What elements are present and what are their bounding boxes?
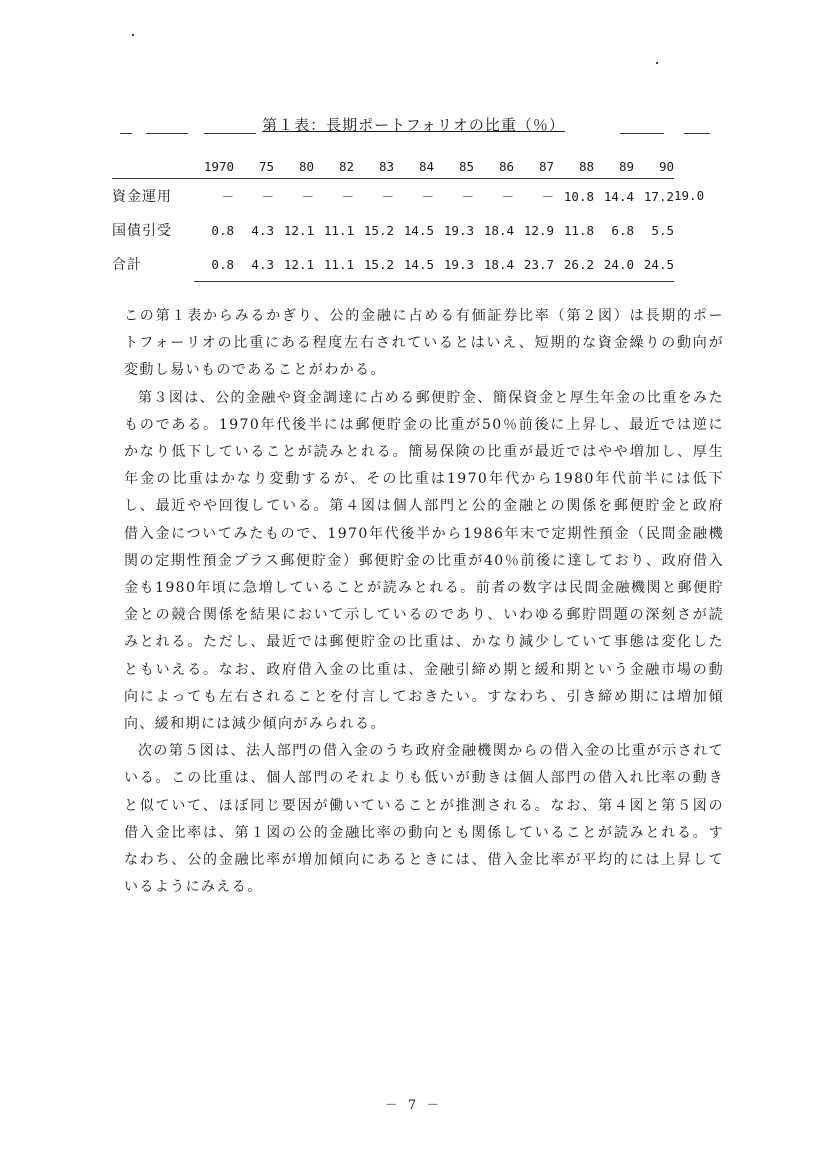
year-cell: 89 — [594, 140, 634, 179]
table-cell: 11.8 — [563, 222, 594, 238]
table-cell: 26.2 — [554, 247, 594, 282]
year-cell: 1970 — [194, 140, 234, 179]
table-cell: 14.4 — [603, 188, 634, 204]
table-title: 第１表：長期ポートフォリオの比重（％） — [262, 116, 565, 134]
table-cell: 4.3 — [251, 222, 274, 238]
table-row-fund-management — [112, 179, 704, 214]
paragraph: 第３図は、公的金融や資金調達に占める郵便貯金、簡保資金と厚生年金の比重をみたものである。1970年代後半には郵便貯金の比重が50％前後に上昇し、最近では逆にかなり低下していることが読みとれる。簡易保険の比重が最近ではやや増加し、厚生年金の比重はかなり変動するが、その比重は1970年代から1980年代前半には低下し、最近やや回復している。第４図は個人部門と公的金融との関係を郵便貯金と政府借入金についてみたもので、1970年代後半から1986年末で定期性預金（民間金融機関の定期性預金プラス郵便貯金）郵便貯金の比重が40％前後に達しており、政府借入金も1980年頃に急増していることが読みとれる。前者の数字は民間金融機関と郵便貯金との競合関係を結果において示しているのであり、いわゆる郵貯問題の深刻さが読みとれる。ただし、最近では郵便貯金の比重は、かなり減少していて事態は変化したともいえる。なお、政府借入金の比重は、金融引締め期と緩和期という金融市場の動向によっても左右されることを付言しておきたい。すなわち、引き締め期には増加傾向、緩和期には減少傾向がみられる。 — [124, 389, 724, 733]
table-cell: － — [261, 189, 274, 204]
paragraph: 次の第５図は、法人部門の借入金のうち政府金融機関からの借入金の比重が示されている。この比重は、個人部門のそれよりも低いが動きは個人部門の借入れ比率の動きと似ていて、ほぼ同じ要因が働いていることが推測される。なお、第４図と第５図の借入金比率は、第１図の公的金融比率の動向とも関係していることが読みとれる。すなわち、公的金融比率が増加傾向にあるときには、借入金比率が平均的には上昇しているようにみえる。 — [124, 743, 724, 896]
table-header-row — [112, 140, 704, 179]
table-cell: － — [221, 189, 234, 204]
table-cell: 6.8 — [611, 222, 634, 238]
table-cell: 19.0 — [674, 188, 705, 204]
table-cell: 5.5 — [651, 222, 674, 238]
table-cell: 10.8 — [563, 188, 594, 204]
table-cell: 15.2 — [354, 247, 394, 282]
table-cell: 17.2 — [643, 188, 674, 204]
table-cell: 19.3 — [434, 247, 474, 282]
table-cell: 0.8 — [194, 247, 234, 282]
table-cell: 15.2 — [363, 222, 394, 238]
table-cell: 4.3 — [234, 247, 274, 282]
table-cell: － — [541, 189, 554, 204]
table-cell: 0.8 — [211, 222, 234, 238]
year-cell: 84 — [394, 140, 434, 179]
year-cell: 88 — [554, 140, 594, 179]
scan-speck — [132, 34, 134, 36]
table-row-total — [112, 247, 704, 282]
row-label: 合計 — [112, 257, 142, 274]
paragraph: この第１表からみるかぎり、公的金融に占める有価証券比率（第２図）は長期的ポートフォーリオの比重にある程度左右されているとはいえ、短期的な資金繰りの動向が変動し易いものであることがわかる。 — [124, 308, 724, 379]
table-cell: 23.7 — [514, 247, 554, 282]
table-cell: 12.9 — [523, 222, 554, 238]
table-cell: 11.1 — [314, 247, 354, 282]
table-cell: 12.1 — [274, 247, 314, 282]
year-cell: 90 — [634, 140, 674, 179]
table-cell: 14.5 — [394, 247, 434, 282]
table-cell: － — [461, 189, 474, 204]
year-cell: 82 — [314, 140, 354, 179]
table-cell: － — [341, 189, 354, 204]
table-cell: 14.5 — [403, 222, 434, 238]
scan-speck — [656, 62, 658, 64]
table-cell: 19.3 — [443, 222, 474, 238]
row-label: 資金運用 — [112, 189, 172, 205]
table-cell: － — [381, 189, 394, 204]
year-cell: 87 — [514, 140, 554, 179]
table-cell: － — [501, 189, 514, 204]
portfolio-table — [112, 140, 704, 282]
table-cell: 18.4 — [474, 247, 514, 282]
year-cell: 83 — [354, 140, 394, 179]
table-cell: 18.4 — [483, 222, 514, 238]
header-label-cell — [112, 140, 194, 179]
year-cell: 85 — [434, 140, 474, 179]
table-cell: 11.1 — [323, 222, 354, 238]
table-cell: 24.5 — [634, 247, 674, 282]
table-cell: 12.1 — [283, 222, 314, 238]
table-cell: 24.0 — [594, 247, 634, 282]
table-cell: － — [301, 189, 314, 204]
table-row-bond-underwriting — [112, 213, 704, 247]
year-cell: 75 — [234, 140, 274, 179]
page-number: － 7 － — [384, 1098, 443, 1113]
row-label: 国債引受 — [112, 223, 172, 239]
table-cell: － — [421, 189, 434, 204]
body-text — [124, 303, 724, 901]
year-cell: 86 — [474, 140, 514, 179]
year-cell: 80 — [274, 140, 314, 179]
